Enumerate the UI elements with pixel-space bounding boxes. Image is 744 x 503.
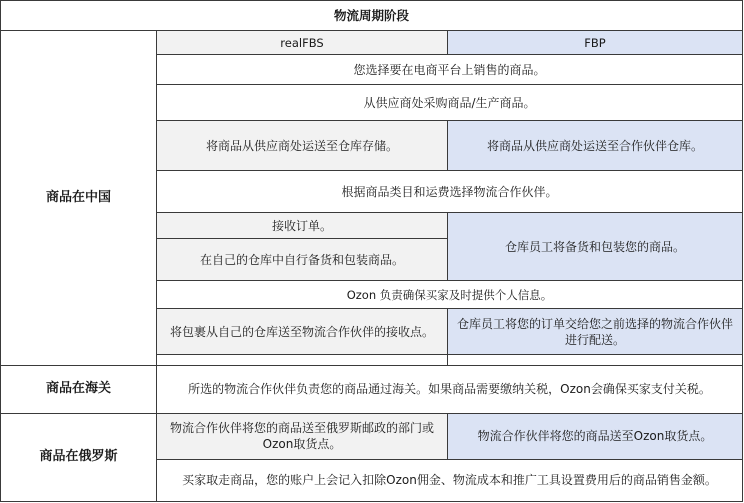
row-buyer-pickup: 买家取走商品，您的账户上会记入扣除Ozon佣金、物流成本和推广工具设置费用后的商品销售金额。 [157,459,743,501]
row-choose-products: 您选择要在电商平台上销售的商品。 [157,55,743,85]
cell-realfbs-ship-to-warehouse: 将商品从供应商处运送至仓库存储。 [157,121,448,171]
cell-fbp-warehouse-packing: 仓库员工将备货和包装您的商品。 [448,213,743,281]
column-header-fbp: FBP [448,31,743,55]
cell-realfbs-accept-order: 接收订单。 [157,213,448,239]
cell-fbp-ship-to-partner-warehouse: 将商品从供应商处运送至合作伙伴仓库。 [448,121,743,171]
cell-fbp-handover-to-partner: 仓库员工将您的订单交给您之前选择的物流合作伙伴进行配送。 [448,309,743,355]
column-header-realfbs: realFBS [157,31,448,55]
stage-russia: 商品在俄罗斯 [1,413,157,501]
cell-fbp-russia-delivery: 物流合作伙伴将您的商品送至Ozon取货点。 [448,413,743,459]
cell-realfbs-russia-delivery: 物流合作伙伴将您的商品送至俄罗斯邮政的部门或Ozon取货点。 [157,413,448,459]
cell-realfbs-self-packing: 在自己的仓库中自行备货和包装商品。 [157,239,448,281]
row-ozon-buyer-info: Ozon 负责确保买家及时提供个人信息。 [157,281,743,309]
stage-china: 商品在中国 [1,31,157,366]
row-purchase-products: 从供应商处采购商品/生产商品。 [157,85,743,121]
row-customs-clearance: 所选的物流合作伙伴负责您的商品通过海关。如果商品需要缴纳关税，Ozon会确保买家支付关税。 [157,365,743,413]
stage-customs: 商品在海关 [1,365,157,413]
cell-realfbs-deliver-to-pickup: 将包裹从自己的仓库送至物流合作伙伴的接收点。 [157,309,448,355]
row-select-logistics-partner: 根据商品类目和运费选择物流合作伙伴。 [157,171,743,213]
table-title: 物流周期阶段 [1,1,743,31]
